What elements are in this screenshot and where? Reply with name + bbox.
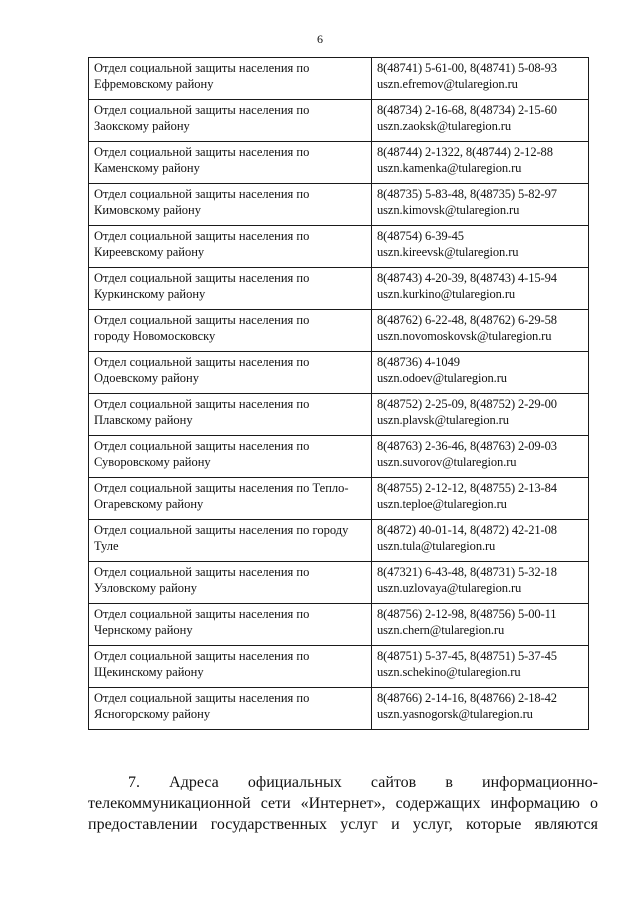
office-name-line: Заокскому району <box>94 119 190 133</box>
office-name-line: Отдел социальной защиты населения по <box>94 103 310 117</box>
office-email: uszn.odoev@tularegion.ru <box>377 371 507 385</box>
office-name-line: Ясногорскому району <box>94 707 211 721</box>
office-name-cell <box>89 646 372 688</box>
office-name-line: Куркинскому району <box>94 287 206 301</box>
office-name-cell <box>89 100 372 142</box>
office-name-line: Туле <box>94 539 119 553</box>
table-row <box>89 352 589 394</box>
office-contact-cell <box>372 226 589 268</box>
office-name-line: Отдел социальной защиты населения по <box>94 271 310 285</box>
office-contact-cell <box>372 58 589 100</box>
office-contact-cell <box>372 688 589 730</box>
office-name-cell <box>89 184 372 226</box>
office-phones: 8(48735) 5-83-48, 8(48735) 5-82-97 <box>377 187 557 201</box>
office-name-line: Отдел социальной защиты населения по <box>94 355 310 369</box>
office-contact-cell <box>372 394 589 436</box>
office-email: uszn.kurkino@tularegion.ru <box>377 287 516 301</box>
office-name-cell <box>89 604 372 646</box>
office-name-line: Отдел социальной защиты населения по <box>94 313 310 327</box>
office-name-line: Отдел социальной защиты населения по <box>94 439 310 453</box>
office-name-line: Узловскому району <box>94 581 197 595</box>
office-phones: 8(48756) 2-12-98, 8(48756) 5-00-11 <box>377 607 557 621</box>
office-name-line: Отдел социальной защиты населения по <box>94 187 310 201</box>
office-name-cell <box>89 436 372 478</box>
table-row <box>89 226 589 268</box>
office-contact-cell <box>372 520 589 562</box>
table-row <box>89 520 589 562</box>
office-name-line: Каменскому району <box>94 161 200 175</box>
office-email: uszn.chern@tularegion.ru <box>377 623 505 637</box>
office-contact-cell <box>372 646 589 688</box>
office-name-line: Отдел социальной защиты населения по <box>94 649 310 663</box>
table-row <box>89 688 589 730</box>
office-name-line: Отдел социальной защиты населения по <box>94 145 310 159</box>
office-name-line: Отдел социальной защиты населения по <box>94 397 310 411</box>
office-name-cell <box>89 268 372 310</box>
office-email: uszn.kamenka@tularegion.ru <box>377 161 522 175</box>
office-contact-cell <box>372 142 589 184</box>
section-7-paragraph <box>88 772 598 835</box>
office-email: uszn.yasnogorsk@tularegion.ru <box>377 707 533 721</box>
office-phones: 8(48752) 2-25-09, 8(48752) 2-29-00 <box>377 397 557 411</box>
office-name-line: Плавскому району <box>94 413 193 427</box>
table-row <box>89 604 589 646</box>
paragraph-line: телекоммуникационной сети «Интернет», содержащих информацию о <box>88 795 598 812</box>
office-phones: 8(48754) 6-39-45 <box>377 229 464 243</box>
offices-table <box>88 57 589 730</box>
office-name-line: Отдел социальной защиты населения по <box>94 607 310 621</box>
table-row <box>89 478 589 520</box>
table-row <box>89 184 589 226</box>
table-row <box>89 394 589 436</box>
office-contact-cell <box>372 100 589 142</box>
office-name-line: Ефремовскому району <box>94 77 214 91</box>
office-name-line: Отдел социальной защиты населения по <box>94 565 310 579</box>
office-name-cell <box>89 520 372 562</box>
table-row <box>89 436 589 478</box>
office-name-line: Суворовскому району <box>94 455 211 469</box>
paragraph-line: предоставлении государственных услуг и услуг, которые являются <box>88 816 598 833</box>
office-phones: 8(47321) 6-43-48, 8(48731) 5-32-18 <box>377 565 557 579</box>
office-name-line: Щекинскому району <box>94 665 204 679</box>
table-row <box>89 100 589 142</box>
table-row <box>89 646 589 688</box>
office-name-line: городу Новомосковску <box>94 329 216 343</box>
office-email: uszn.novomoskovsk@tularegion.ru <box>377 329 552 343</box>
office-email: uszn.suvorov@tularegion.ru <box>377 455 517 469</box>
office-name-cell <box>89 142 372 184</box>
office-email: uszn.zaoksk@tularegion.ru <box>377 119 511 133</box>
office-name-line: Отдел социальной защиты населения по <box>94 229 310 243</box>
offices-table-body <box>89 58 589 730</box>
office-phones: 8(48744) 2-1322, 8(48744) 2-12-88 <box>377 145 553 159</box>
office-name-cell <box>89 478 372 520</box>
office-name-line: Отдел социальной защиты населения по <box>94 61 310 75</box>
office-phones: 8(48743) 4-20-39, 8(48743) 4-15-94 <box>377 271 557 285</box>
table-row <box>89 310 589 352</box>
office-name-line: Отдел социальной защиты населения по Тепло- <box>94 481 349 495</box>
office-name-cell <box>89 394 372 436</box>
paragraph-line: 7. Адреса официальных сайтов в информационно- <box>128 774 598 791</box>
office-contact-cell <box>372 436 589 478</box>
office-contact-cell <box>372 478 589 520</box>
office-name-line: Чернскому району <box>94 623 193 637</box>
office-phones: 8(48741) 5-61-00, 8(48741) 5-08-93 <box>377 61 557 75</box>
table-row <box>89 58 589 100</box>
office-contact-cell <box>372 562 589 604</box>
office-phones: 8(48763) 2-36-46, 8(48763) 2-09-03 <box>377 439 557 453</box>
office-email: uszn.teploe@tularegion.ru <box>377 497 507 511</box>
office-name-line: Киреевскому району <box>94 245 205 259</box>
office-contact-cell <box>372 184 589 226</box>
office-phones: 8(48755) 2-12-12, 8(48755) 2-13-84 <box>377 481 557 495</box>
office-name-cell <box>89 562 372 604</box>
office-name-line: Огаревскому району <box>94 497 204 511</box>
office-email: uszn.kimovsk@tularegion.ru <box>377 203 520 217</box>
page-number: 6 <box>317 32 323 46</box>
table-row <box>89 268 589 310</box>
office-email: uszn.kireevsk@tularegion.ru <box>377 245 519 259</box>
office-email: uszn.tula@tularegion.ru <box>377 539 496 553</box>
office-contact-cell <box>372 268 589 310</box>
office-phones: 8(4872) 40-01-14, 8(4872) 42-21-08 <box>377 523 557 537</box>
table-row <box>89 142 589 184</box>
office-name-line: Отдел социальной защиты населения по городу <box>94 523 349 537</box>
office-email: uszn.schekino@tularegion.ru <box>377 665 521 679</box>
office-email: uszn.plavsk@tularegion.ru <box>377 413 509 427</box>
office-name-line: Отдел социальной защиты населения по <box>94 691 310 705</box>
office-contact-cell <box>372 604 589 646</box>
table-row <box>89 562 589 604</box>
office-phones: 8(48762) 6-22-48, 8(48762) 6-29-58 <box>377 313 557 327</box>
office-email: uszn.efremov@tularegion.ru <box>377 77 518 91</box>
office-name-line: Кимовскому району <box>94 203 201 217</box>
office-phones: 8(48766) 2-14-16, 8(48766) 2-18-42 <box>377 691 557 705</box>
office-name-cell <box>89 58 372 100</box>
office-phones: 8(48734) 2-16-68, 8(48734) 2-15-60 <box>377 103 557 117</box>
office-name-cell <box>89 310 372 352</box>
office-phones: 8(48751) 5-37-45, 8(48751) 5-37-45 <box>377 649 557 663</box>
office-name-cell <box>89 688 372 730</box>
office-phones: 8(48736) 4-1049 <box>377 355 460 369</box>
office-name-cell <box>89 226 372 268</box>
office-contact-cell <box>372 352 589 394</box>
office-name-cell <box>89 352 372 394</box>
office-email: uszn.uzlovaya@tularegion.ru <box>377 581 522 595</box>
office-name-line: Одоевскому району <box>94 371 199 385</box>
office-contact-cell <box>372 310 589 352</box>
